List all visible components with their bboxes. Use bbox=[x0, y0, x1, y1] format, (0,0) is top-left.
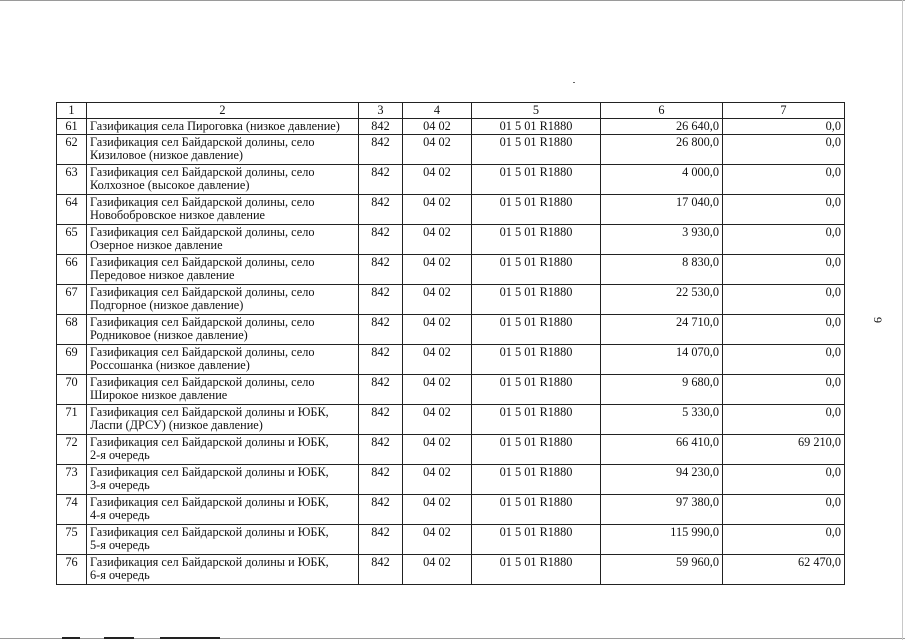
budget-table bbox=[56, 102, 845, 585]
department-code-cell: 842 bbox=[359, 405, 403, 435]
section-code-cell: 04 02 bbox=[403, 435, 472, 465]
table-row bbox=[57, 345, 845, 375]
amount-col7-cell: 0,0 bbox=[723, 255, 845, 285]
target-article-cell: 01 5 01 R1880 bbox=[472, 135, 601, 165]
scan-speck bbox=[573, 82, 575, 83]
section-code-cell: 04 02 bbox=[403, 495, 472, 525]
section-code-cell: 04 02 bbox=[403, 525, 472, 555]
amount-col7-cell: 0,0 bbox=[723, 285, 845, 315]
section-code-cell: 04 02 bbox=[403, 165, 472, 195]
target-article-cell: 01 5 01 R1880 bbox=[472, 375, 601, 405]
object-name-line: Газификация села Пироговка (низкое давление) bbox=[90, 119, 340, 133]
object-name-line: Газификация сел Байдарской долины и ЮБК, bbox=[90, 495, 329, 509]
object-name-line: Газификация сел Байдарской долины и ЮБК, bbox=[90, 525, 329, 539]
department-code-cell: 842 bbox=[359, 195, 403, 225]
row-number-cell: 73 bbox=[57, 465, 87, 495]
scan-border-top bbox=[0, 0, 905, 1]
object-name-line: Газификация сел Байдарской долины, село bbox=[90, 345, 315, 359]
object-name-line: Новобобровское низкое давление bbox=[90, 208, 266, 222]
amount-col6-cell: 59 960,0 bbox=[601, 555, 723, 585]
object-name-cell bbox=[87, 555, 359, 585]
row-number-cell: 70 bbox=[57, 375, 87, 405]
table-row bbox=[57, 135, 845, 165]
object-name-line: 2-я очередь bbox=[90, 448, 150, 462]
table-row bbox=[57, 435, 845, 465]
object-name-cell bbox=[87, 195, 359, 225]
amount-col6-cell: 3 930,0 bbox=[601, 225, 723, 255]
object-name-cell bbox=[87, 165, 359, 195]
scan-smudge bbox=[104, 637, 134, 639]
section-code-cell: 04 02 bbox=[403, 195, 472, 225]
object-name-line: Кизиловое (низкое давление) bbox=[90, 148, 244, 162]
department-code-cell: 842 bbox=[359, 225, 403, 255]
target-article-cell: 01 5 01 R1880 bbox=[472, 405, 601, 435]
amount-col7-cell: 0,0 bbox=[723, 195, 845, 225]
department-code-cell: 842 bbox=[359, 135, 403, 165]
row-number-cell: 67 bbox=[57, 285, 87, 315]
header-cell-1: 1 bbox=[57, 103, 87, 119]
object-name-cell bbox=[87, 435, 359, 465]
row-number-cell: 72 bbox=[57, 435, 87, 465]
object-name-line: Газификация сел Байдарской долины и ЮБК, bbox=[90, 405, 329, 419]
header-cell-5: 5 bbox=[472, 103, 601, 119]
amount-col6-cell: 26 800,0 bbox=[601, 135, 723, 165]
amount-col6-cell: 8 830,0 bbox=[601, 255, 723, 285]
section-code-cell: 04 02 bbox=[403, 315, 472, 345]
row-number-cell: 65 bbox=[57, 225, 87, 255]
object-name-line: Газификация сел Байдарской долины и ЮБК, bbox=[90, 435, 329, 449]
row-number-cell: 62 bbox=[57, 135, 87, 165]
table-row bbox=[57, 195, 845, 225]
section-code-cell: 04 02 bbox=[403, 119, 472, 135]
object-name-line: Газификация сел Байдарской долины, село bbox=[90, 225, 315, 239]
amount-col7-cell: 0,0 bbox=[723, 135, 845, 165]
amount-col6-cell: 97 380,0 bbox=[601, 495, 723, 525]
target-article-cell: 01 5 01 R1880 bbox=[472, 345, 601, 375]
amount-col6-cell: 9 680,0 bbox=[601, 375, 723, 405]
header-cell-7: 7 bbox=[723, 103, 845, 119]
object-name-cell bbox=[87, 345, 359, 375]
object-name-cell bbox=[87, 315, 359, 345]
target-article-cell: 01 5 01 R1880 bbox=[472, 165, 601, 195]
table-row bbox=[57, 405, 845, 435]
table-row bbox=[57, 525, 845, 555]
section-code-cell: 04 02 bbox=[403, 285, 472, 315]
page-number: 9 bbox=[871, 317, 885, 323]
header-cell-3: 3 bbox=[359, 103, 403, 119]
amount-col7-cell: 0,0 bbox=[723, 119, 845, 135]
target-article-cell: 01 5 01 R1880 bbox=[472, 285, 601, 315]
table-row bbox=[57, 555, 845, 585]
table-row bbox=[57, 255, 845, 285]
amount-col6-cell: 66 410,0 bbox=[601, 435, 723, 465]
department-code-cell: 842 bbox=[359, 465, 403, 495]
department-code-cell: 842 bbox=[359, 315, 403, 345]
target-article-cell: 01 5 01 R1880 bbox=[472, 495, 601, 525]
table-row bbox=[57, 225, 845, 255]
amount-col7-cell: 0,0 bbox=[723, 225, 845, 255]
department-code-cell: 842 bbox=[359, 285, 403, 315]
row-number-cell: 75 bbox=[57, 525, 87, 555]
object-name-line: Газификация сел Байдарской долины, село bbox=[90, 285, 315, 299]
table-row bbox=[57, 495, 845, 525]
object-name-line: Озерное низкое давление bbox=[90, 238, 223, 252]
object-name-cell bbox=[87, 255, 359, 285]
object-name-line: 6-я очередь bbox=[90, 568, 150, 582]
department-code-cell: 842 bbox=[359, 345, 403, 375]
department-code-cell: 842 bbox=[359, 375, 403, 405]
amount-col6-cell: 22 530,0 bbox=[601, 285, 723, 315]
amount-col6-cell: 14 070,0 bbox=[601, 345, 723, 375]
scan-smudge bbox=[62, 637, 80, 639]
amount-col7-cell: 0,0 bbox=[723, 405, 845, 435]
target-article-cell: 01 5 01 R1880 bbox=[472, 195, 601, 225]
object-name-line: Газификация сел Байдарской долины, село bbox=[90, 195, 315, 209]
amount-col6-cell: 5 330,0 bbox=[601, 405, 723, 435]
amount-col6-cell: 4 000,0 bbox=[601, 165, 723, 195]
object-name-cell bbox=[87, 285, 359, 315]
amount-col7-cell: 0,0 bbox=[723, 165, 845, 195]
object-name-line: Газификация сел Байдарской долины, село bbox=[90, 375, 315, 389]
table-header-row bbox=[57, 103, 845, 119]
table-row bbox=[57, 375, 845, 405]
amount-col7-cell: 0,0 bbox=[723, 465, 845, 495]
target-article-cell: 01 5 01 R1880 bbox=[472, 525, 601, 555]
section-code-cell: 04 02 bbox=[403, 405, 472, 435]
row-number-cell: 61 bbox=[57, 119, 87, 135]
amount-col6-cell: 94 230,0 bbox=[601, 465, 723, 495]
object-name-cell bbox=[87, 405, 359, 435]
table-row bbox=[57, 315, 845, 345]
row-number-cell: 66 bbox=[57, 255, 87, 285]
row-number-cell: 76 bbox=[57, 555, 87, 585]
amount-col7-cell: 0,0 bbox=[723, 375, 845, 405]
object-name-line: Широкое низкое давление bbox=[90, 388, 228, 402]
object-name-cell bbox=[87, 119, 359, 135]
section-code-cell: 04 02 bbox=[403, 555, 472, 585]
object-name-line: 3-я очередь bbox=[90, 478, 150, 492]
target-article-cell: 01 5 01 R1880 bbox=[472, 225, 601, 255]
object-name-line: Газификация сел Байдарской долины, село bbox=[90, 255, 315, 269]
department-code-cell: 842 bbox=[359, 435, 403, 465]
header-cell-4: 4 bbox=[403, 103, 472, 119]
section-code-cell: 04 02 bbox=[403, 345, 472, 375]
department-code-cell: 842 bbox=[359, 495, 403, 525]
object-name-line: Газификация сел Байдарской долины, село bbox=[90, 165, 315, 179]
header-cell-2: 2 bbox=[87, 103, 359, 119]
object-name-cell bbox=[87, 495, 359, 525]
department-code-cell: 842 bbox=[359, 255, 403, 285]
amount-col6-cell: 115 990,0 bbox=[601, 525, 723, 555]
department-code-cell: 842 bbox=[359, 525, 403, 555]
amount-col7-cell: 0,0 bbox=[723, 345, 845, 375]
amount-col7-cell: 0,0 bbox=[723, 525, 845, 555]
row-number-cell: 74 bbox=[57, 495, 87, 525]
row-number-cell: 71 bbox=[57, 405, 87, 435]
target-article-cell: 01 5 01 R1880 bbox=[472, 255, 601, 285]
object-name-cell bbox=[87, 525, 359, 555]
department-code-cell: 842 bbox=[359, 119, 403, 135]
object-name-line: Родниковое (низкое давление) bbox=[90, 328, 248, 342]
amount-col7-cell: 69 210,0 bbox=[723, 435, 845, 465]
section-code-cell: 04 02 bbox=[403, 135, 472, 165]
object-name-line: Подгорное (низкое давление) bbox=[90, 298, 244, 312]
department-code-cell: 842 bbox=[359, 165, 403, 195]
scan-border-right bbox=[902, 0, 903, 640]
table-row bbox=[57, 465, 845, 495]
object-name-line: Газификация сел Байдарской долины и ЮБК, bbox=[90, 465, 329, 479]
object-name-line: Газификация сел Байдарской долины и ЮБК, bbox=[90, 555, 329, 569]
section-code-cell: 04 02 bbox=[403, 225, 472, 255]
amount-col6-cell: 17 040,0 bbox=[601, 195, 723, 225]
section-code-cell: 04 02 bbox=[403, 465, 472, 495]
scan-smudge bbox=[160, 637, 220, 639]
row-number-cell: 63 bbox=[57, 165, 87, 195]
amount-col6-cell: 24 710,0 bbox=[601, 315, 723, 345]
object-name-line: 4-я очередь bbox=[90, 508, 150, 522]
row-number-cell: 69 bbox=[57, 345, 87, 375]
target-article-cell: 01 5 01 R1880 bbox=[472, 119, 601, 135]
object-name-line: Передовое низкое давление bbox=[90, 268, 235, 282]
object-name-cell bbox=[87, 375, 359, 405]
amount-col7-cell: 0,0 bbox=[723, 315, 845, 345]
section-code-cell: 04 02 bbox=[403, 375, 472, 405]
table-row bbox=[57, 165, 845, 195]
object-name-cell bbox=[87, 465, 359, 495]
amount-col7-cell: 62 470,0 bbox=[723, 555, 845, 585]
object-name-line: 5-я очередь bbox=[90, 538, 150, 552]
header-cell-6: 6 bbox=[601, 103, 723, 119]
scan-border-bottom bbox=[0, 638, 905, 639]
object-name-line: Газификация сел Байдарской долины, село bbox=[90, 135, 315, 149]
target-article-cell: 01 5 01 R1880 bbox=[472, 435, 601, 465]
target-article-cell: 01 5 01 R1880 bbox=[472, 315, 601, 345]
row-number-cell: 68 bbox=[57, 315, 87, 345]
amount-col7-cell: 0,0 bbox=[723, 495, 845, 525]
object-name-cell bbox=[87, 225, 359, 255]
target-article-cell: 01 5 01 R1880 bbox=[472, 555, 601, 585]
section-code-cell: 04 02 bbox=[403, 255, 472, 285]
department-code-cell: 842 bbox=[359, 555, 403, 585]
table-row bbox=[57, 285, 845, 315]
object-name-line: Ласпи (ДРСУ) (низкое давление) bbox=[90, 418, 263, 432]
amount-col6-cell: 26 640,0 bbox=[601, 119, 723, 135]
object-name-cell bbox=[87, 135, 359, 165]
object-name-line: Россошанка (низкое давление) bbox=[90, 358, 250, 372]
object-name-line: Газификация сел Байдарской долины, село bbox=[90, 315, 315, 329]
target-article-cell: 01 5 01 R1880 bbox=[472, 465, 601, 495]
table-row bbox=[57, 119, 845, 135]
row-number-cell: 64 bbox=[57, 195, 87, 225]
object-name-line: Колхозное (высокое давление) bbox=[90, 178, 250, 192]
